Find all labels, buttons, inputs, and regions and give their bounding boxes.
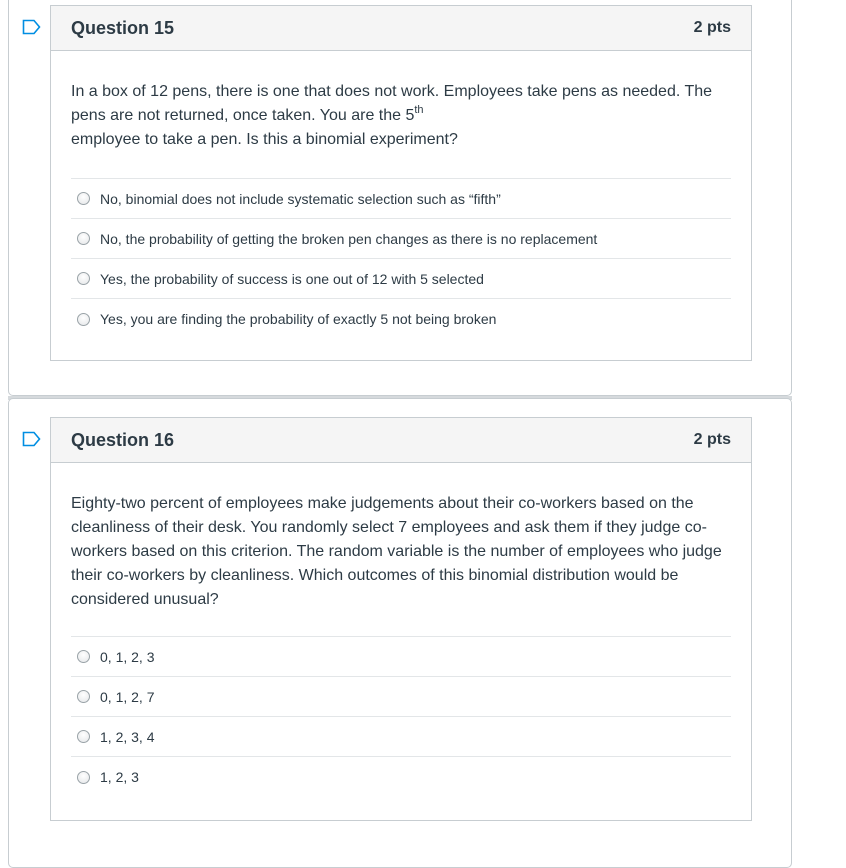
answer-label: Yes, you are finding the probability of exactly 5 not being broken [100, 311, 497, 327]
bookmark-flag-icon[interactable] [22, 19, 41, 35]
answer-label: Yes, the probability of success is one out of 12 with 5 selected [100, 270, 484, 287]
question-title: Question 16 [71, 429, 175, 450]
answer-label: No, binomial does not include systematic selection such as “fifth” [100, 190, 501, 207]
radio-button[interactable] [77, 690, 90, 703]
radio-button[interactable] [77, 313, 90, 326]
question-16-card [50, 417, 752, 821]
radio-button[interactable] [77, 272, 90, 285]
question-text-part1: In a box of 12 pens, there is one that does not work. Employees take pens as needed. The pens are not returned, once taken. You are the 5 [71, 83, 713, 124]
question-text: Eighty-two percent of employees make judgements about their co-workers based on the cleanliness of their desk. You randomly select 7 employees and ask them if they judge co-workers based on this criterion. The random variable is the number of employees who judge their co-workers by cleanliness. Which outcomes of this binomial distribution would be considered unusual? [71, 495, 722, 608]
question-header [51, 6, 751, 51]
question-text-part2: employee to take a pen. Is this a binomial experiment? [71, 131, 458, 148]
answer-option[interactable] [71, 179, 731, 219]
bookmark-flag-icon[interactable] [22, 431, 41, 447]
answer-label: 1, 2, 3, 4 [100, 728, 155, 745]
answer-label: No, the probability of getting the broken pen changes as there is no replacement [100, 230, 598, 247]
radio-button[interactable] [77, 650, 90, 663]
radio-button[interactable] [77, 730, 90, 743]
question-text-superscript: th [414, 103, 424, 116]
answer-label: 1, 2, 3 [100, 769, 139, 785]
radio-button[interactable] [77, 192, 90, 205]
question-header [51, 418, 751, 463]
answer-option[interactable] [71, 717, 731, 757]
answer-option[interactable] [71, 219, 731, 259]
answer-option[interactable] [71, 677, 731, 717]
question-points: 2 pts [693, 431, 731, 448]
question-title: Question 15 [71, 17, 175, 38]
answer-label: 0, 1, 2, 7 [100, 688, 155, 705]
answer-option[interactable] [71, 637, 731, 677]
answer-list [71, 178, 731, 339]
answer-label: 0, 1, 2, 3 [100, 648, 155, 665]
answer-option[interactable] [71, 259, 731, 299]
question-points: 2 pts [693, 19, 731, 36]
answer-list [71, 636, 731, 797]
question-text [51, 51, 751, 152]
radio-button[interactable] [77, 771, 90, 784]
radio-button[interactable] [77, 232, 90, 245]
question-15-card [50, 5, 752, 361]
answer-option[interactable] [71, 299, 731, 339]
answer-option[interactable] [71, 757, 731, 797]
